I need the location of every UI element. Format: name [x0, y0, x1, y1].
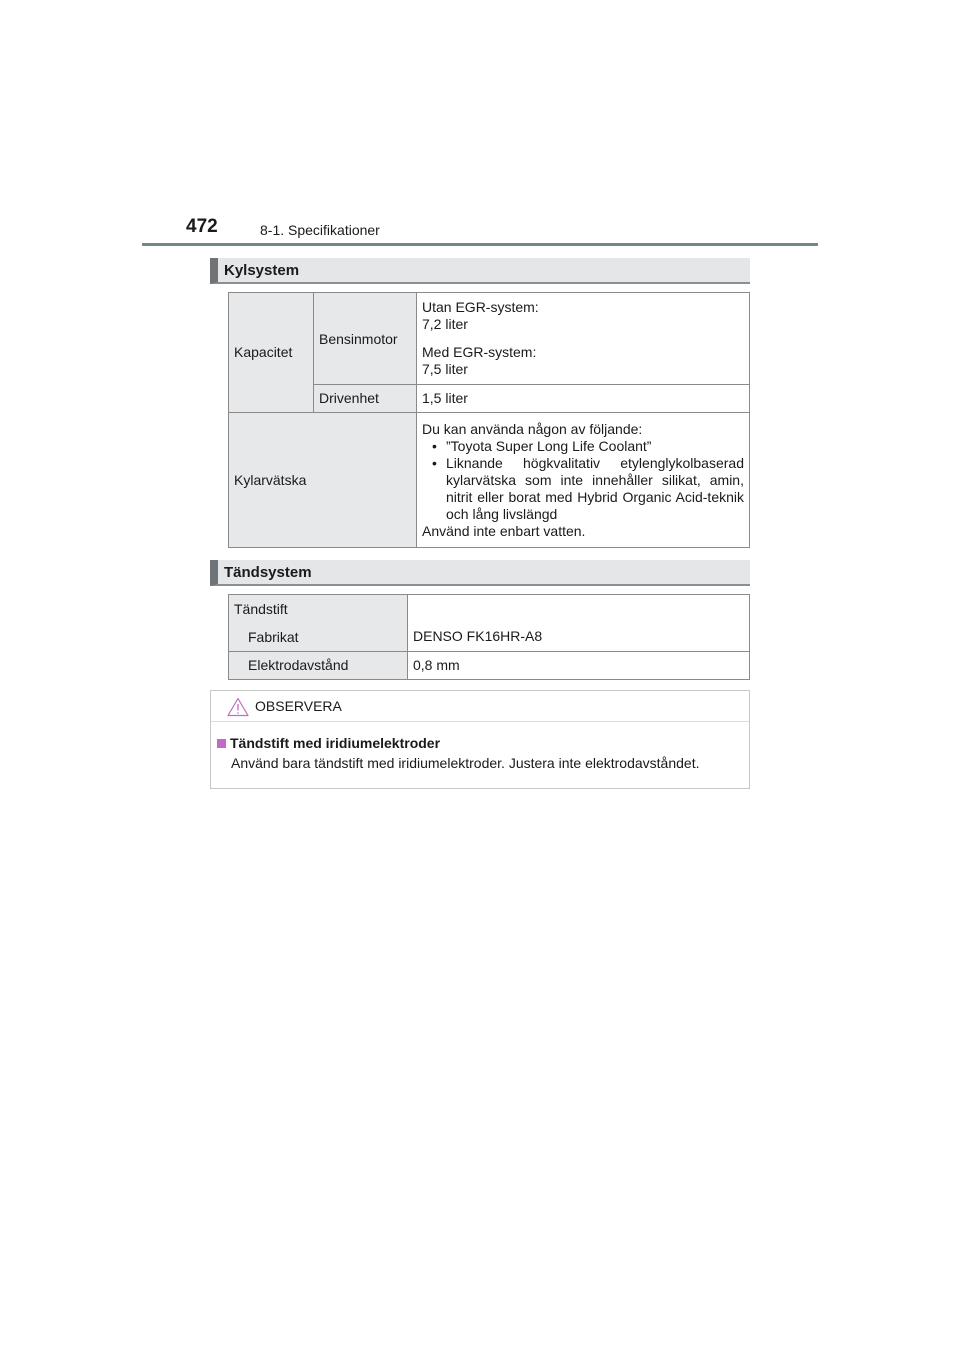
coolant-label: Kylarvätska: [229, 413, 417, 548]
notice-title: [217, 735, 440, 751]
notice-header: [211, 691, 749, 722]
gap-label: Elektrodavstånd: [229, 652, 408, 680]
coolant-value: [417, 413, 750, 548]
petrol-b-value: 7,5 liter: [422, 361, 468, 377]
plug-label-cell: [229, 595, 408, 652]
cooling-table: [228, 292, 750, 548]
gap-value: 0,8 mm: [408, 652, 750, 680]
section-bar-ignition: [210, 560, 750, 586]
notice-text: Använd bara tändstift med iridiumelektroder. Justera inte elektrodavståndet.: [231, 755, 700, 771]
header-rule: [142, 243, 818, 246]
plug-label: Tändstift: [234, 601, 288, 617]
make-label: Fabrikat: [248, 629, 299, 645]
petrol-label: Bensinmotor: [314, 293, 417, 385]
coolant-list: [422, 438, 744, 523]
notice-title-text: Tändstift med iridiumelektroder: [230, 735, 441, 751]
coolant-note: Använd inte enbart vatten.: [422, 522, 586, 539]
list-item: • ”Toyota Super Long Life Coolant”: [442, 438, 744, 455]
section-title-ignition: Tändsystem: [224, 564, 312, 581]
square-bullet-icon: [217, 739, 226, 748]
petrol-a-text: Utan EGR-system:: [422, 299, 539, 315]
ignition-table: [228, 594, 750, 680]
list-item: • Liknande högkvalitativ etylenglykolbaserad kylarvätska som inte innehåller silikat, amin, nitrit eller borat med Hybrid Organic Acid-teknik och lång livslängd: [442, 455, 744, 523]
notice-label: OBSERVERA: [255, 698, 342, 714]
warning-icon: [227, 697, 249, 717]
petrol-b-text: Med EGR-system:: [422, 344, 537, 360]
page-number: 472: [186, 216, 218, 237]
make-value: DENSO FK16HR-A8: [408, 595, 750, 652]
table-row: [229, 595, 750, 652]
notice-box: [210, 690, 750, 789]
petrol-a-value: 7,2 liter: [422, 316, 468, 332]
drive-value: 1,5 liter: [417, 385, 750, 413]
section-title-cooling: Kylsystem: [224, 262, 300, 279]
drive-label: Drivenhet: [314, 385, 417, 413]
table-row: [229, 293, 750, 385]
capacity-label: Kapacitet: [229, 293, 314, 413]
coolant-intro: Du kan använda någon av följande:: [422, 420, 643, 437]
chapter-title: 8-1. Specifikationer: [260, 222, 380, 238]
petrol-value: [417, 293, 750, 385]
section-bar-cooling: [210, 258, 750, 284]
table-row: [229, 652, 750, 680]
table-row: [229, 413, 750, 548]
